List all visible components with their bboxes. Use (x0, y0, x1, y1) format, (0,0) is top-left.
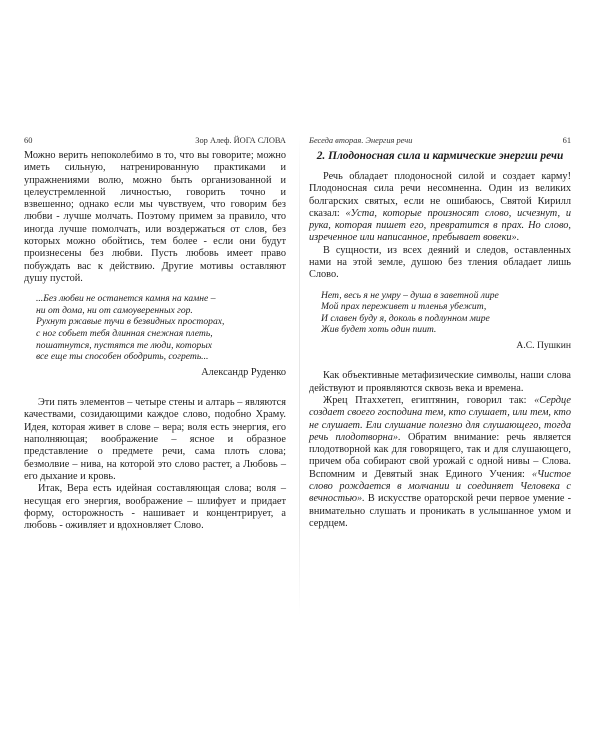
paragraph-text: Речь обладает плодоносной силой и создает карму! Плодоносная сила речи несомненна. Один из великих болгарских святых, если не ошибаюсь, Святой Кирилл сказал: (309, 171, 571, 219)
left-body-text (24, 150, 286, 532)
section-title: 2. Плодоносная сила и кармические энергии речи (316, 150, 564, 162)
right-body-text (309, 171, 571, 530)
right-page (309, 135, 571, 605)
poem-line: Рухнут ржавые тучи в безвидных просторах, (36, 316, 225, 328)
paragraph: Как объективные метафизические символы, наши слова действуют и проявляются сквозь века и времена. (309, 370, 571, 394)
paragraph (309, 171, 571, 245)
poem-line: И славен буду я, доколь в подлунном мире (321, 312, 490, 324)
poem-line: Жив будет хоть один пиит. (321, 324, 437, 336)
poem-line: пошатнутся, пустятся те люди, которых (36, 339, 213, 351)
poem-line: все еще ты способен ободрить, согреть... (36, 351, 209, 363)
left-page (24, 135, 286, 605)
paragraph: Можно верить непоколебимо в то, что вы говорите; можно иметь сильную, натренированную практиками и упражнениями волю, можно быть организованной и целеустремленной личностью, говорить точно и взвешенно; однако если мы чувствуем, что говорим без любви - лучше молчать. Поэтому примем за правило, что иногда лучше помолчать, или воздержаться от слов, без которых можно обойтись, тем более - если они будут произнесены без любви. Пусть любовь имеет право побуждать вас к действию. Другие мотивы оставляют душу пустой. (24, 150, 286, 284)
paragraph-text: В искусстве ораторской речи первое умение - внимательно слушать и проникать в услышанное умом и сердцем. (309, 493, 571, 529)
poem-author: А.С. Пушкин (516, 340, 571, 352)
left-page-number: 60 (24, 136, 33, 145)
poem-line: ни от дома, ни от самоуверенных гор. (36, 304, 193, 316)
poem-line: Нет, весь я не умру – душа в заветной лире (321, 289, 499, 301)
right-running-head (309, 135, 571, 147)
quote-text: «Чистое слово рождается в молчании и соединяет Человека с вечностью». (309, 468, 571, 505)
pushkin-poem (321, 290, 571, 336)
right-page-number: 61 (562, 136, 571, 145)
book-spread (24, 135, 580, 605)
paragraph: В сущности, из всех деяний и следов, оставленных нами на этой земле, душою без тления обладает лишь Слово. (309, 244, 571, 281)
paragraph: Итак, Вера есть идейная составляющая слова; воля – несущая его энергия, воображение – шлифует и придает форму, осторожность - нашивает и концентрирует, а любовь - оживляет и вдохновляет Слово. (24, 483, 286, 532)
epigraph-poem (36, 293, 286, 363)
quote-text: «Сердце создает своего господина тем, кто слушает, или тем, кто не слушает. Ели слушание полезно для слушающего, тогда речь плодотворна». (309, 394, 571, 443)
paragraph-text: Обратим внимание: речь является плодотворной как для говорящего, так и для слушающего, причем оба собирают свой урожай с одной нивы – Слова. Вспомним и Девятый знак Единого Учения: (309, 431, 571, 480)
poem-line: Мой прах переживет и тленья убежит, (321, 301, 487, 313)
quote-text: «Уста, которые произносят слово, исчезнут, и рука, которая пишет его, превратится в прах. Но слово, изреченное или написанное, пребывает вовеки». (309, 207, 571, 244)
poem-line: с ног собьет тебя длинная снежная плеть, (36, 328, 213, 340)
right-running-head-title: Беседа вторая. Энергия речи (309, 136, 413, 145)
paragraph (309, 395, 571, 530)
poem-author: Александр Руденко (201, 366, 286, 378)
poem-line: ...Без любви не останется камня на камне – (36, 293, 216, 305)
left-running-head (24, 135, 286, 147)
paragraph: Эти пять элементов – четыре стены и алтарь – являются качествами, созидающими каждое слово, подобно Храму. Идея, которая живет в слове – вера; воля есть энергия, его наполняющая; воображение – ясное и образное представление о предмете речи, сама плоть слова; безмолвие – нива, на которой это слово растет, а Любовь – его дыхание и кровь. (24, 397, 286, 482)
paragraph-text: Жрец Птаххетеп, египтянин, говорил так: (323, 394, 535, 406)
book-gutter (299, 135, 300, 615)
left-running-head-title: Зор Алеф. ЙОГА СЛОВА (195, 136, 286, 145)
